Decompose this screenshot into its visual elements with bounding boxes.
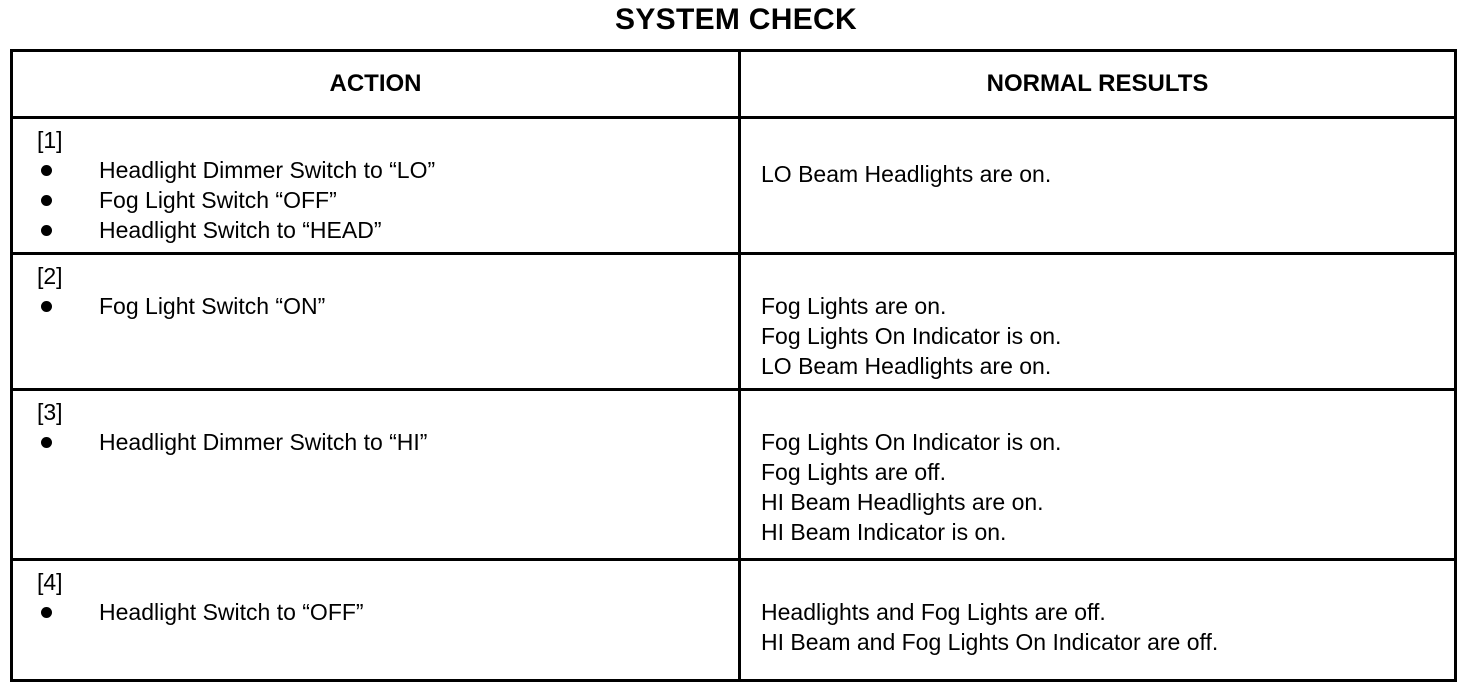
action-cell: [12, 254, 740, 390]
bullet-icon: [41, 195, 52, 206]
results-cell: [740, 560, 1456, 681]
result-line: Fog Lights On Indicator is on.: [761, 323, 1062, 349]
action-text: Headlight Switch to “OFF”: [99, 599, 364, 625]
action-list: [13, 155, 738, 245]
result-line: Headlights and Fog Lights are off.: [761, 599, 1106, 625]
action-column-header: ACTION: [12, 51, 740, 118]
action-list: [13, 427, 738, 457]
result-line: LO Beam Headlights are on.: [761, 161, 1052, 187]
bullet-icon: [41, 225, 52, 236]
step-number: [3]: [37, 399, 63, 425]
bullet-icon: [41, 607, 52, 618]
results-list: [741, 119, 1454, 189]
result-line: HI Beam Headlights are on.: [761, 489, 1044, 515]
results-list: [741, 391, 1454, 547]
table-row: [12, 390, 1456, 560]
result-line: Fog Lights On Indicator is on.: [761, 429, 1062, 455]
results-column-header: NORMAL RESULTS: [740, 51, 1456, 118]
result-line: Fog Lights are on.: [761, 293, 947, 319]
action-item: [13, 597, 738, 627]
action-text: Headlight Dimmer Switch to “HI”: [99, 429, 428, 455]
table-header-row: [12, 51, 1456, 118]
action-list: [13, 597, 738, 627]
action-item: [13, 291, 738, 321]
action-item: [13, 215, 738, 245]
step-number: [2]: [37, 263, 63, 289]
action-list: [13, 291, 738, 321]
result-line: LO Beam Headlights are on.: [761, 353, 1052, 379]
bullet-icon: [41, 437, 52, 448]
bullet-icon: [41, 301, 52, 312]
result-line: Fog Lights are off.: [761, 459, 946, 485]
step-number: [4]: [37, 569, 63, 595]
page-title: SYSTEM CHECK: [615, 3, 857, 36]
system-check-table: [10, 49, 1457, 682]
action-text: Fog Light Switch “OFF”: [99, 187, 337, 213]
table-row: [12, 560, 1456, 681]
action-item: [13, 155, 738, 185]
result-line: HI Beam and Fog Lights On Indicator are off.: [761, 629, 1219, 655]
results-list: [741, 255, 1454, 381]
action-cell: [12, 118, 740, 254]
table-row: [12, 254, 1456, 390]
action-text: Headlight Dimmer Switch to “LO”: [99, 157, 436, 183]
action-cell: [12, 390, 740, 560]
table-row: [12, 118, 1456, 254]
bullet-icon: [41, 165, 52, 176]
action-item: [13, 427, 738, 457]
action-text: Fog Light Switch “ON”: [99, 293, 326, 319]
results-cell: [740, 390, 1456, 560]
results-cell: [740, 118, 1456, 254]
results-cell: [740, 254, 1456, 390]
action-cell: [12, 560, 740, 681]
step-number: [1]: [37, 127, 63, 153]
action-item: [13, 185, 738, 215]
result-line: HI Beam Indicator is on.: [761, 519, 1007, 545]
results-list: [741, 561, 1454, 657]
action-text: Headlight Switch to “HEAD”: [99, 217, 382, 243]
